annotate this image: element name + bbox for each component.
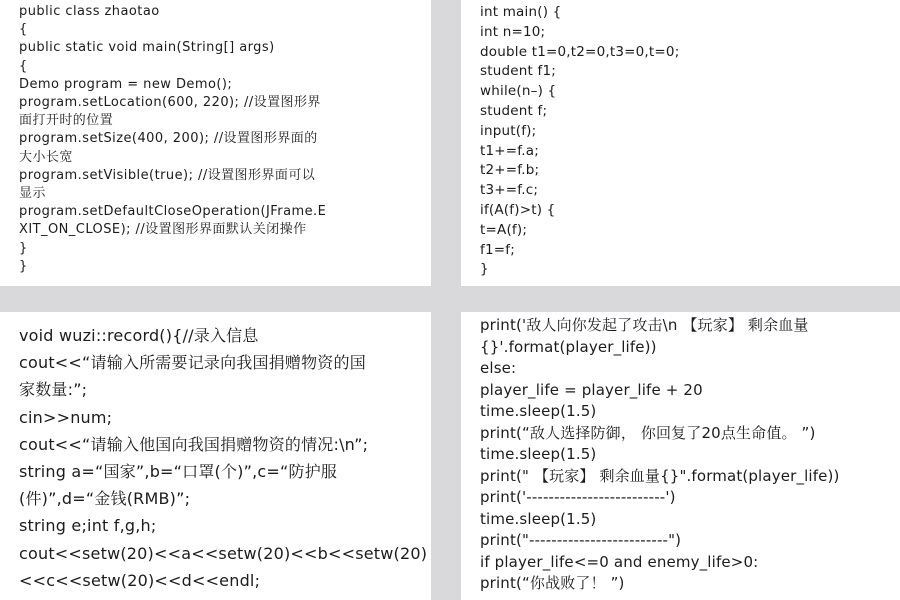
code-line: {}'.format(player_life)): [480, 337, 657, 356]
code-line: 大小长宽: [19, 149, 73, 165]
code-line: cout<<“请输入他国向我国捐赠物资的情况:\n”;: [19, 434, 369, 454]
code-line: print("-------------------------"): [480, 531, 682, 549]
code-line: Demo program = new Demo();: [19, 76, 233, 92]
code-line: (件)”,d=“金钱(RMB)”;: [19, 489, 191, 509]
code-line: print('敌人向你发起了攻击\n 【玩家】 剩余血量: [480, 316, 809, 334]
code-line: string a=“国家”,b=“口罩(个)”,c=“防护服: [19, 462, 338, 482]
code-line: 显示: [19, 186, 46, 202]
code-line: while(n–) {: [480, 83, 557, 100]
code-line: string e;int f,g,h;: [19, 516, 157, 536]
code-line: t3+=f.c;: [480, 182, 539, 199]
code-line: print(“敌人选择防御， 你回复了20点生命值。 ”): [480, 423, 816, 442]
code-line: student f1;: [480, 63, 556, 80]
code-line: {: [19, 22, 28, 38]
code-line: time.sleep(1.5): [480, 402, 597, 420]
code-line: }: [19, 240, 28, 256]
code-line: f1=f;: [480, 241, 515, 258]
code-panel-bottom-left: [0, 312, 431, 600]
code-line: int main() {: [480, 4, 562, 20]
code-line: int n=10;: [480, 23, 546, 40]
code-line: 家数量:”;: [19, 380, 88, 400]
code-line: t1+=f.a;: [480, 142, 539, 159]
clipped-top-spacer: [19, 312, 431, 322]
code-line: double t1=0,t2=0,t3=0,t=0;: [480, 43, 680, 60]
code-line: time.sleep(1.5): [480, 445, 597, 463]
code-line: time.sleep(1.5): [480, 509, 597, 528]
code-panel-bottom-right: [461, 312, 900, 600]
code-line: cout<<“请输入所需要记录向我国捐赠物资的国: [19, 353, 366, 373]
code-line: }: [480, 261, 489, 278]
code-line: }: [19, 258, 28, 274]
code-line: else:: [480, 359, 517, 377]
code-line: player_life = player_life + 20: [480, 380, 703, 399]
code-line: program.setSize(400, 200); //设置图形界面的: [19, 131, 318, 147]
code-line: public static void main(String[] args): [19, 40, 275, 56]
code-panel-top-left: [0, 0, 431, 286]
code-line: if player_life<=0 and enemy_life>0:: [480, 552, 759, 571]
code-line: t=A(f);: [480, 221, 528, 238]
code-line: t2+=f.b;: [480, 162, 540, 179]
code-line: if(A(f)>t) {: [480, 201, 556, 218]
code-line: cin>>num;: [19, 407, 113, 427]
code-line: student f;: [480, 102, 548, 119]
code-line: print('-------------------------'): [480, 488, 676, 506]
code-line: input(f);: [480, 122, 537, 139]
code-line: public class zhaotao: [19, 4, 160, 19]
code-line: program.setVisible(true); //设置图形界面可以: [19, 167, 316, 183]
code-line: cout<<setw(20)<<a<<setw(20)<<b<<setw(20): [19, 543, 428, 563]
code-line: 面打开时的位置: [19, 113, 114, 129]
code-line: <<c<<setw(20)<<d<<endl;: [19, 570, 261, 590]
code-line: void wuzi::record(){//录入信息: [19, 326, 259, 345]
code-line: XIT_ON_CLOSE); //设置图形界面默认关闭操作: [19, 222, 307, 238]
code-line: program.setDefaultCloseOperation(JFrame.E: [19, 204, 327, 220]
code-line: print(" 【玩家】 剩余血量{}".format(player_life)): [480, 466, 840, 485]
code-line: {: [19, 58, 28, 74]
code-line: program.setLocation(600, 220); //设置图形界: [19, 95, 321, 111]
code-panel-top-right: [461, 0, 900, 286]
code-line: print(“你战败了！ ”): [480, 574, 625, 592]
